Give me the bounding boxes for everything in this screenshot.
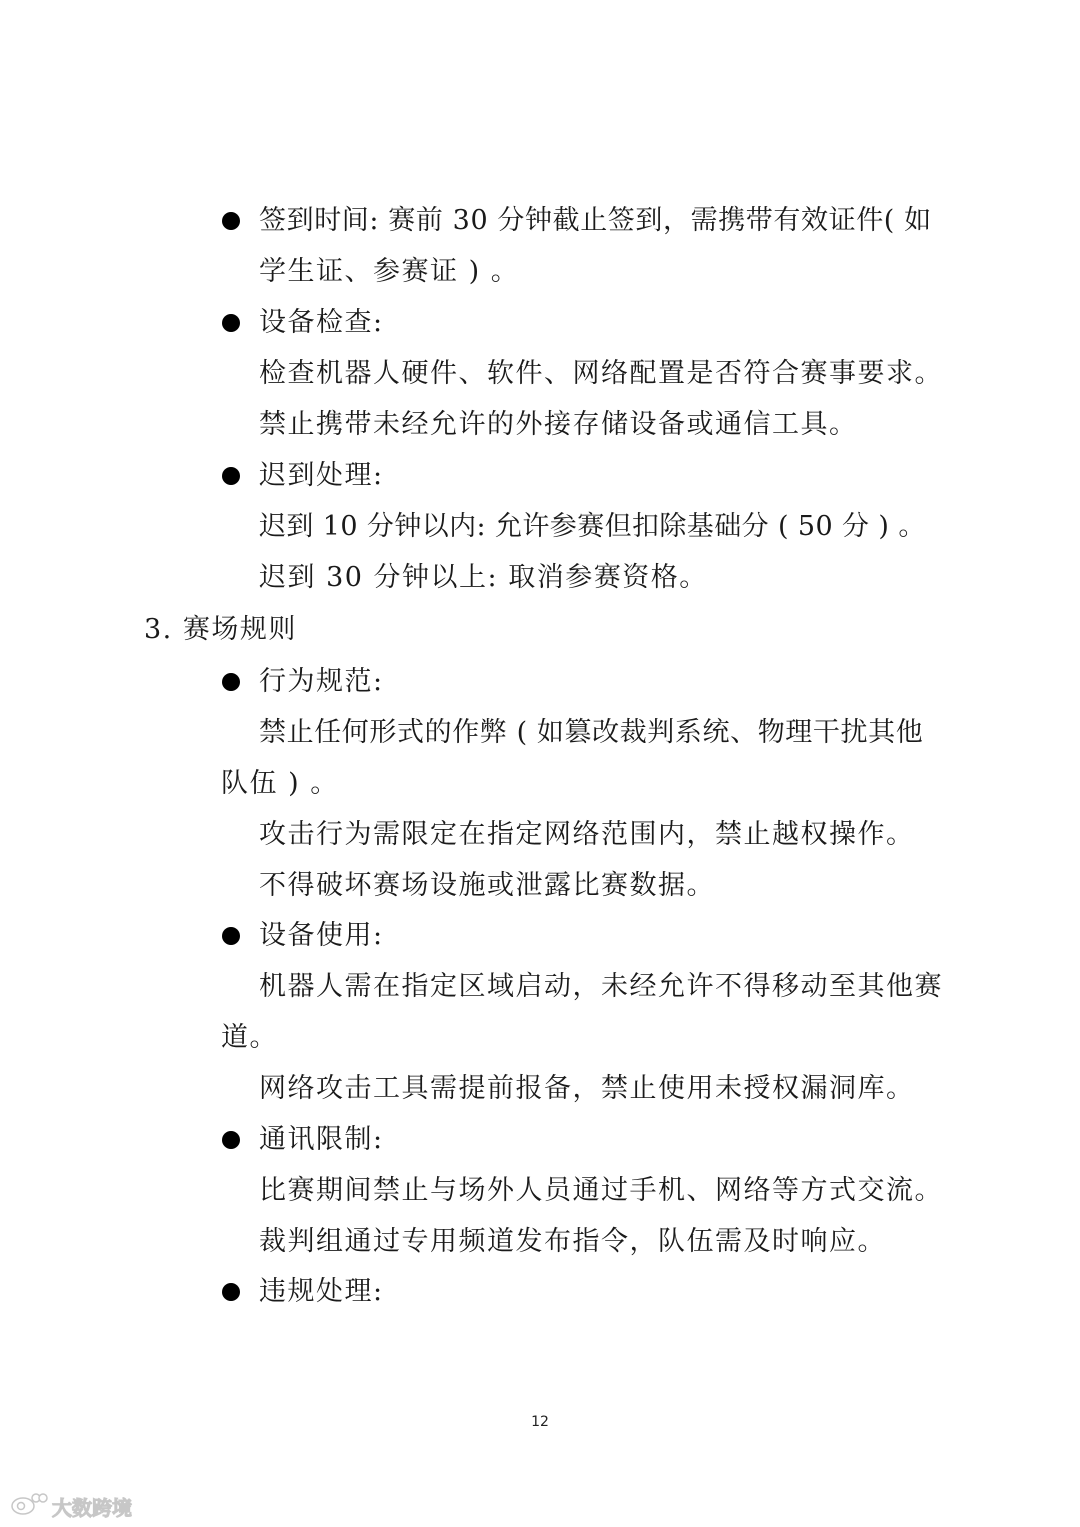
page-number: 12 xyxy=(531,1414,549,1430)
device-use-item-1: 机器人需在指定区域启动，未经允许不得移动至其他赛 xyxy=(259,971,943,1002)
checkin-time-line-cont: 学生证、参赛证 ) 。 xyxy=(259,256,520,287)
device-use-heading: 设备使用: xyxy=(259,920,384,951)
conduct-item-3: 不得破坏赛场设施或泄露比赛数据。 xyxy=(259,870,715,901)
communication-heading: 通讯限制: xyxy=(259,1124,384,1155)
conduct-item-2: 攻击行为需限定在指定网络范围内，禁止越权操作。 xyxy=(259,819,915,850)
device-use-item-2: 网络攻击工具需提前报备，禁止使用未授权漏洞库。 xyxy=(259,1073,915,1104)
device-check-heading: 设备检查: xyxy=(259,307,384,338)
bullet-icon xyxy=(222,1131,240,1149)
late-handling-heading: 迟到处理: xyxy=(259,460,384,491)
violation-heading: 违规处理: xyxy=(259,1276,384,1307)
bullet-icon xyxy=(222,467,240,485)
watermark xyxy=(10,1490,132,1522)
communication-item-2: 裁判组通过专用频道发布指令，队伍需及时响应。 xyxy=(259,1226,886,1257)
conduct-item-1-cont: 队伍 ) 。 xyxy=(221,768,339,799)
conduct-heading: 行为规范: xyxy=(259,666,384,697)
section-heading-venue-rules: 3. 赛场规则 xyxy=(144,614,297,645)
bullet-icon xyxy=(222,927,240,945)
checkin-time-line: 签到时间: 赛前 30 分钟截止签到，需携带有效证件( 如 xyxy=(259,205,932,236)
device-check-item-2: 禁止携带未经允许的外接存储设备或通信工具。 xyxy=(259,409,858,440)
bullet-icon xyxy=(222,1283,240,1301)
device-use-item-1-cont: 道。 xyxy=(221,1022,278,1053)
bullet-icon xyxy=(222,212,240,230)
bullet-icon xyxy=(222,314,240,332)
late-handling-item-1: 迟到 10 分钟以内: 允许参赛但扣除基础分 ( 50 分 ) 。 xyxy=(259,511,926,542)
watermark-text: 大数跨境 xyxy=(52,1495,132,1520)
late-handling-item-2: 迟到 30 分钟以上: 取消参赛资格。 xyxy=(259,562,708,593)
device-check-item-1: 检查机器人硬件、软件、网络配置是否符合赛事要求。 xyxy=(259,358,943,389)
communication-item-1: 比赛期间禁止与场外人员通过手机、网络等方式交流。 xyxy=(259,1175,943,1206)
bullet-icon xyxy=(222,673,240,691)
conduct-item-1: 禁止任何形式的作弊 ( 如篡改裁判系统、物理干扰其他 xyxy=(259,717,924,748)
weibo-logo-icon xyxy=(10,1490,48,1522)
